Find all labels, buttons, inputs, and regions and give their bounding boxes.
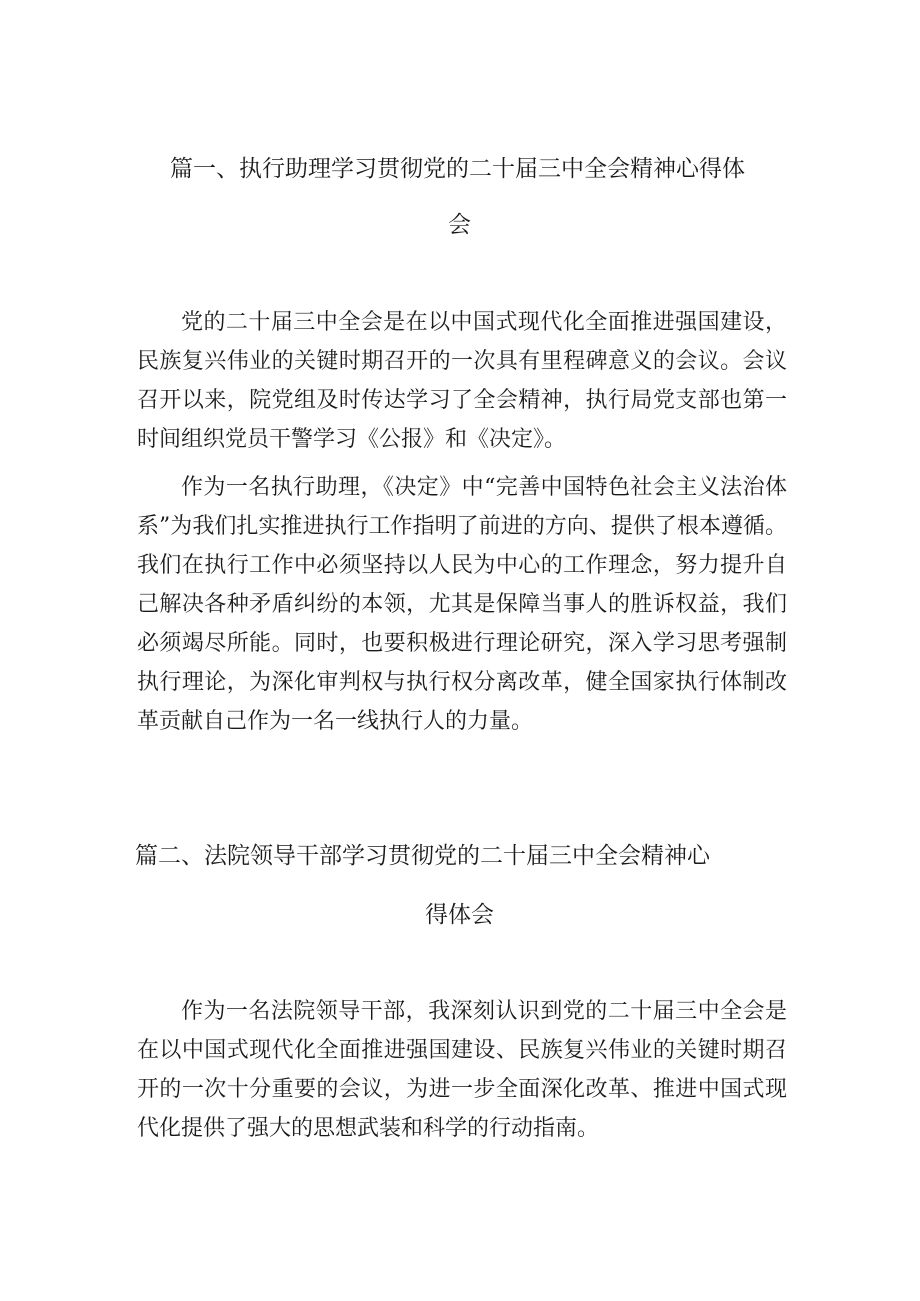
section-2-title-line-2: 得体会 [425,902,494,928]
section-1-title-line-2: 会 [448,212,471,238]
section-2-paragraph-1: 作为一名法院领导干部，我深刻认识到党的二十届三中全会是在以中国式现代化全面推进强国建设、民族复兴伟业的关键时期召开的一次十分重要的会议，为进一步全面深化改革、推进中国式现代化提供了强大的思想武装和科学的行动指南。 [137,999,787,1141]
section-2-title-line-1: 篇二、法院领导干部学习贯彻党的二十届三中全会精神心 [135,843,710,869]
section-1-paragraph-1: 党的二十届三中全会是在以中国式现代化全面推进强国建设，民族复兴伟业的关键时期召开的一次具有里程碑意义的会议。会议召开以来，院党组及时传达学习了全会精神，执行局党支部也第一时间组织党员干警学习《公报》和《决定》。 [137,310,787,452]
section-1-title-line-1: 篇一、执行助理学习贯彻党的二十届三中全会精神心得体 [170,156,745,182]
section-1-paragraph-2: 作为一名执行助理，《决定》中“完善中国特色社会主义法治体系”为我们扎实推进执行工作指明了前进的方向、提供了根本遵循。我们在执行工作中必须坚持以人民为中心的工作理念，努力提升自己解决各种矛盾纠纷的本领，尤其是保障当事人的胜诉权益，我们必须竭尽所能。同时，也要积极进行理论研究，深入学习思考强制执行理论，为深化审判权与执行权分离改革，健全国家执行体制改革贡献自己作为一名一线执行人的力量。 [137,475,787,734]
